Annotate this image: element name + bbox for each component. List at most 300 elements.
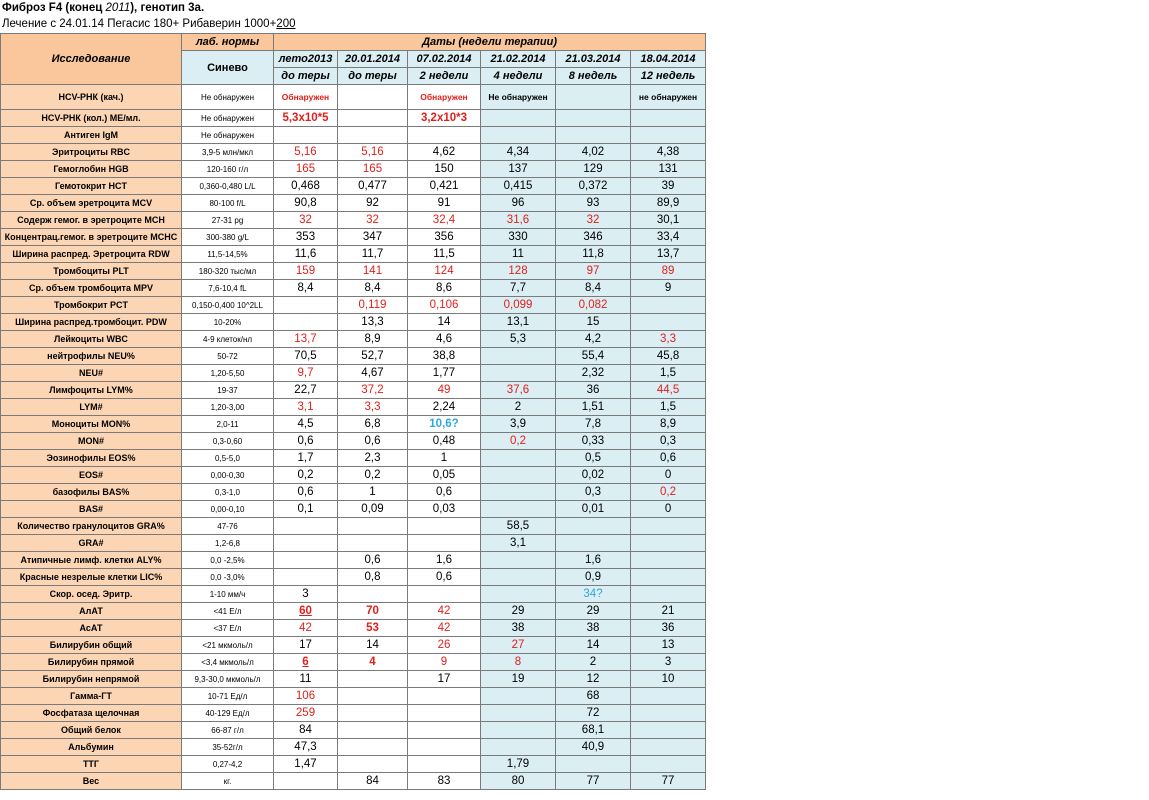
norm-value: 0,3-0,60 bbox=[182, 433, 274, 450]
table-row bbox=[1, 671, 706, 688]
result-cell: 22,7 bbox=[274, 382, 338, 399]
result-cell: 27 bbox=[481, 637, 556, 654]
result-cell: 32,4 bbox=[408, 212, 481, 229]
result-cell: 1,6 bbox=[556, 552, 631, 569]
result-cell: 4,34 bbox=[481, 144, 556, 161]
norm-value: 3,9-5 млн/мкл bbox=[182, 144, 274, 161]
header-week: 8 недель bbox=[556, 68, 631, 85]
header-date: 07.02.2014 bbox=[408, 51, 481, 68]
result-cell bbox=[408, 739, 481, 756]
result-cell: 5,3х10*5 bbox=[274, 110, 338, 127]
result-cell: 0,2 bbox=[481, 433, 556, 450]
norm-value: 7,6-10,4 fL bbox=[182, 280, 274, 297]
result-cell: 91 bbox=[408, 195, 481, 212]
test-name: Фосфатаза щелочная bbox=[1, 705, 182, 722]
test-name: Антиген IgM bbox=[1, 127, 182, 144]
test-name: Красные незрелые клетки LIC% bbox=[1, 569, 182, 586]
result-cell: 0,3 bbox=[631, 433, 706, 450]
result-cell bbox=[556, 518, 631, 535]
header-week: до теры bbox=[338, 68, 408, 85]
result-cell bbox=[556, 127, 631, 144]
table-row bbox=[1, 263, 706, 280]
table-row bbox=[1, 620, 706, 637]
result-cell bbox=[631, 552, 706, 569]
result-cell: 12 bbox=[556, 671, 631, 688]
result-cell: 1 bbox=[338, 484, 408, 501]
result-cell: 55,4 bbox=[556, 348, 631, 365]
table-row bbox=[1, 739, 706, 756]
result-cell: 1,47 bbox=[274, 756, 338, 773]
result-cell: 4 bbox=[338, 654, 408, 671]
result-cell bbox=[556, 110, 631, 127]
norm-value: 27-31 pg bbox=[182, 212, 274, 229]
result-cell: 346 bbox=[556, 229, 631, 246]
result-cell: 11 bbox=[481, 246, 556, 263]
test-name: MON# bbox=[1, 433, 182, 450]
header-week: до теры bbox=[274, 68, 338, 85]
result-cell bbox=[481, 739, 556, 756]
norm-value: 0,27-4,2 bbox=[182, 756, 274, 773]
result-cell: 0,372 bbox=[556, 178, 631, 195]
norm-value: <37 Е/л bbox=[182, 620, 274, 637]
table-row bbox=[1, 229, 706, 246]
result-cell: 84 bbox=[338, 773, 408, 790]
norm-value: 47-76 bbox=[182, 518, 274, 535]
result-cell: 259 bbox=[274, 705, 338, 722]
norm-value: <21 мкмоль/л bbox=[182, 637, 274, 654]
result-cell: 31,6 bbox=[481, 212, 556, 229]
header-norms: лаб. нормы bbox=[182, 34, 274, 51]
norm-value: 9,3-30,0 мкмоль/л bbox=[182, 671, 274, 688]
norm-value: 1,20-3,00 bbox=[182, 399, 274, 416]
result-cell: 11,6 bbox=[274, 246, 338, 263]
result-cell: 5,16 bbox=[274, 144, 338, 161]
norm-value: 50-72 bbox=[182, 348, 274, 365]
test-name: нейтрофилы NEU% bbox=[1, 348, 182, 365]
result-cell: 44,5 bbox=[631, 382, 706, 399]
norm-value: 0,150-0,400 10^2LL bbox=[182, 297, 274, 314]
result-cell: 8,6 bbox=[408, 280, 481, 297]
result-cell: 1,7 bbox=[274, 450, 338, 467]
table-row bbox=[1, 637, 706, 654]
result-cell bbox=[338, 85, 408, 110]
test-name: Количество гранулоцитов GRA% bbox=[1, 518, 182, 535]
result-cell: 13,3 bbox=[338, 314, 408, 331]
norm-value: 0,00-0,10 bbox=[182, 501, 274, 518]
norm-value: 1,2-6,8 bbox=[182, 535, 274, 552]
test-name: EOS# bbox=[1, 467, 182, 484]
header-week: 12 недель bbox=[631, 68, 706, 85]
norm-value: 80-100 f/L bbox=[182, 195, 274, 212]
test-name: Тромбокрит PCT bbox=[1, 297, 182, 314]
result-cell: 2,3 bbox=[338, 450, 408, 467]
test-name: Эритроциты RBC bbox=[1, 144, 182, 161]
result-cell bbox=[631, 518, 706, 535]
norm-value: кг. bbox=[182, 773, 274, 790]
test-name: Ширина распред. Эретроцита RDW bbox=[1, 246, 182, 263]
header-study: Исследование bbox=[1, 34, 182, 85]
result-cell: 72 bbox=[556, 705, 631, 722]
result-cell bbox=[408, 705, 481, 722]
result-cell: 3,9 bbox=[481, 416, 556, 433]
result-cell bbox=[338, 535, 408, 552]
result-cell: 6,8 bbox=[338, 416, 408, 433]
norm-value: <3,4 мкмоль/л bbox=[182, 654, 274, 671]
test-name: HCV-РНК (кач.) bbox=[1, 85, 182, 110]
result-cell bbox=[631, 705, 706, 722]
result-cell: 1,5 bbox=[631, 365, 706, 382]
table-row bbox=[1, 178, 706, 195]
result-cell: 29 bbox=[556, 603, 631, 620]
result-cell bbox=[631, 688, 706, 705]
header-norms-lab: Синево bbox=[182, 51, 274, 85]
result-cell: 0,6 bbox=[338, 433, 408, 450]
norm-value: 0,5-5,0 bbox=[182, 450, 274, 467]
test-name: Эозинофилы EOS% bbox=[1, 450, 182, 467]
result-cell bbox=[338, 705, 408, 722]
result-cell: 8,9 bbox=[338, 331, 408, 348]
result-cell: 45,8 bbox=[631, 348, 706, 365]
table-row bbox=[1, 518, 706, 535]
header-dates: Даты (недели терапии) bbox=[274, 34, 706, 51]
result-cell: 0,8 bbox=[338, 569, 408, 586]
result-cell bbox=[481, 450, 556, 467]
result-cell: 4,38 bbox=[631, 144, 706, 161]
test-name: Лимфоциты LYM% bbox=[1, 382, 182, 399]
result-cell bbox=[274, 773, 338, 790]
result-cell: 40,9 bbox=[556, 739, 631, 756]
result-cell bbox=[631, 535, 706, 552]
result-cell: 4,2 bbox=[556, 331, 631, 348]
result-cell bbox=[556, 756, 631, 773]
table-row bbox=[1, 314, 706, 331]
table-row bbox=[1, 382, 706, 399]
norm-value: 0,360-0,480 L/L bbox=[182, 178, 274, 195]
result-cell: 3,1 bbox=[481, 535, 556, 552]
table-row bbox=[1, 144, 706, 161]
result-cell bbox=[338, 722, 408, 739]
table-row bbox=[1, 654, 706, 671]
header-date: 21.03.2014 bbox=[556, 51, 631, 68]
table-row bbox=[1, 501, 706, 518]
result-cell: 2,24 bbox=[408, 399, 481, 416]
test-name: NEU# bbox=[1, 365, 182, 382]
result-cell: 0,6 bbox=[408, 569, 481, 586]
result-cell bbox=[481, 365, 556, 382]
result-cell bbox=[338, 756, 408, 773]
result-cell: 0,6 bbox=[274, 433, 338, 450]
norm-value: Не обнаружен bbox=[182, 85, 274, 110]
table-row bbox=[1, 773, 706, 790]
result-cell: 42 bbox=[408, 603, 481, 620]
result-cell: 26 bbox=[408, 637, 481, 654]
result-cell bbox=[481, 569, 556, 586]
result-cell: 17 bbox=[408, 671, 481, 688]
result-cell: 5,16 bbox=[338, 144, 408, 161]
result-cell: 0,106 bbox=[408, 297, 481, 314]
table-row bbox=[1, 756, 706, 773]
result-cell bbox=[408, 535, 481, 552]
result-cell: 2,32 bbox=[556, 365, 631, 382]
result-cell: 0,6 bbox=[338, 552, 408, 569]
result-cell: 15 bbox=[556, 314, 631, 331]
result-cell bbox=[481, 688, 556, 705]
result-cell: 9 bbox=[631, 280, 706, 297]
norm-value: 66-87 г/л bbox=[182, 722, 274, 739]
result-cell bbox=[338, 688, 408, 705]
norm-value: 1,20-5,50 bbox=[182, 365, 274, 382]
norm-value: 19-37 bbox=[182, 382, 274, 399]
result-cell: 0,6 bbox=[631, 450, 706, 467]
result-cell: 0,477 bbox=[338, 178, 408, 195]
result-cell: 131 bbox=[631, 161, 706, 178]
test-name: GRA# bbox=[1, 535, 182, 552]
result-cell bbox=[408, 518, 481, 535]
result-cell: 29 bbox=[481, 603, 556, 620]
test-name: Билирубин общий bbox=[1, 637, 182, 654]
table-row bbox=[1, 705, 706, 722]
table-row bbox=[1, 110, 706, 127]
result-cell bbox=[274, 297, 338, 314]
test-name: Содерж гемог. в эретроците MCH bbox=[1, 212, 182, 229]
test-name: Ср. объем тромбоцита MPV bbox=[1, 280, 182, 297]
result-cell: 60 bbox=[274, 603, 338, 620]
result-cell: 14 bbox=[338, 637, 408, 654]
result-cell bbox=[274, 518, 338, 535]
result-cell: Не обнаружен bbox=[481, 85, 556, 110]
lab-results-table bbox=[0, 33, 706, 790]
result-cell: 1 bbox=[408, 450, 481, 467]
result-cell bbox=[274, 535, 338, 552]
result-cell bbox=[631, 297, 706, 314]
result-cell bbox=[481, 127, 556, 144]
result-cell: 0,2 bbox=[631, 484, 706, 501]
table-row bbox=[1, 688, 706, 705]
test-name: Гамма-ГТ bbox=[1, 688, 182, 705]
result-cell: 17 bbox=[274, 637, 338, 654]
result-cell: 3 bbox=[631, 654, 706, 671]
result-cell: Обнаружен bbox=[408, 85, 481, 110]
result-cell: 80 bbox=[481, 773, 556, 790]
result-cell: 0,9 bbox=[556, 569, 631, 586]
result-cell: 13,1 bbox=[481, 314, 556, 331]
result-cell: 0,6 bbox=[274, 484, 338, 501]
result-cell: 8,4 bbox=[556, 280, 631, 297]
table-row bbox=[1, 586, 706, 603]
result-cell: 0,05 bbox=[408, 467, 481, 484]
norm-value: 120-160 г/л bbox=[182, 161, 274, 178]
result-cell: не обнаружен bbox=[631, 85, 706, 110]
table-row bbox=[1, 722, 706, 739]
result-cell: 32 bbox=[338, 212, 408, 229]
test-name: Альбумин bbox=[1, 739, 182, 756]
result-cell: 58,5 bbox=[481, 518, 556, 535]
result-cell bbox=[338, 739, 408, 756]
result-cell: 2 bbox=[481, 399, 556, 416]
result-cell: 4,02 bbox=[556, 144, 631, 161]
result-cell: 8 bbox=[481, 654, 556, 671]
result-cell: 165 bbox=[274, 161, 338, 178]
result-cell bbox=[481, 484, 556, 501]
header-date: лето2013 bbox=[274, 51, 338, 68]
test-name: HCV-РНК (кол.) МЕ/мл. bbox=[1, 110, 182, 127]
result-cell: 0,415 bbox=[481, 178, 556, 195]
result-cell bbox=[481, 348, 556, 365]
table-row bbox=[1, 161, 706, 178]
result-cell: 89,9 bbox=[631, 195, 706, 212]
table-row bbox=[1, 467, 706, 484]
result-cell bbox=[481, 110, 556, 127]
table-row bbox=[1, 365, 706, 382]
result-cell: 96 bbox=[481, 195, 556, 212]
result-cell: 0,2 bbox=[274, 467, 338, 484]
result-cell: 9 bbox=[408, 654, 481, 671]
result-cell: 68,1 bbox=[556, 722, 631, 739]
result-cell bbox=[338, 518, 408, 535]
result-cell bbox=[631, 314, 706, 331]
table-row bbox=[1, 450, 706, 467]
test-name: Билирубин непрямой bbox=[1, 671, 182, 688]
test-name: Билирубин прямой bbox=[1, 654, 182, 671]
result-cell: 8,4 bbox=[274, 280, 338, 297]
result-cell: 83 bbox=[408, 773, 481, 790]
result-cell bbox=[274, 127, 338, 144]
norm-value: 2,0-11 bbox=[182, 416, 274, 433]
result-cell: 47,3 bbox=[274, 739, 338, 756]
norm-value: 0,3-1,0 bbox=[182, 484, 274, 501]
header-week: 4 недели bbox=[481, 68, 556, 85]
result-cell: 70,5 bbox=[274, 348, 338, 365]
test-name: Ширина распред.тромбоцит. PDW bbox=[1, 314, 182, 331]
header-date: 20.01.2014 bbox=[338, 51, 408, 68]
result-cell: 21 bbox=[631, 603, 706, 620]
result-cell: 92 bbox=[338, 195, 408, 212]
test-name: Атипичные лимф. клетки ALY% bbox=[1, 552, 182, 569]
test-name: Моноциты MON% bbox=[1, 416, 182, 433]
result-cell: 1,6 bbox=[408, 552, 481, 569]
result-cell: 70 bbox=[338, 603, 408, 620]
norm-value: 300-380 g/L bbox=[182, 229, 274, 246]
test-name: базофилы BAS% bbox=[1, 484, 182, 501]
norm-value: Не обнаружен bbox=[182, 127, 274, 144]
result-cell: 4,6 bbox=[408, 331, 481, 348]
norm-value: 1-10 мм/ч bbox=[182, 586, 274, 603]
test-name: Общий белок bbox=[1, 722, 182, 739]
result-cell bbox=[481, 722, 556, 739]
result-cell: 38 bbox=[556, 620, 631, 637]
table-row bbox=[1, 433, 706, 450]
result-cell: 10,6? bbox=[408, 416, 481, 433]
result-cell: 356 bbox=[408, 229, 481, 246]
result-cell bbox=[408, 586, 481, 603]
result-cell: 32 bbox=[556, 212, 631, 229]
result-cell bbox=[556, 535, 631, 552]
norm-value: 35-52г/л bbox=[182, 739, 274, 756]
result-cell: 150 bbox=[408, 161, 481, 178]
result-cell: 124 bbox=[408, 263, 481, 280]
result-cell: 49 bbox=[408, 382, 481, 399]
test-name: LYM# bbox=[1, 399, 182, 416]
table-row bbox=[1, 535, 706, 552]
result-cell bbox=[631, 127, 706, 144]
norm-value: 10-20% bbox=[182, 314, 274, 331]
result-cell: 11 bbox=[274, 671, 338, 688]
norm-value: Не обнаружен bbox=[182, 110, 274, 127]
result-cell: 42 bbox=[408, 620, 481, 637]
result-cell bbox=[408, 722, 481, 739]
result-cell: 13,7 bbox=[631, 246, 706, 263]
test-name: Лейкоциты WBC bbox=[1, 331, 182, 348]
result-cell: 3,3 bbox=[631, 331, 706, 348]
result-cell: 13 bbox=[631, 637, 706, 654]
result-cell: 42 bbox=[274, 620, 338, 637]
table-row bbox=[1, 484, 706, 501]
test-name: ТТГ bbox=[1, 756, 182, 773]
result-cell: 14 bbox=[556, 637, 631, 654]
result-cell: 129 bbox=[556, 161, 631, 178]
test-name: Гемотокрит HCT bbox=[1, 178, 182, 195]
result-cell bbox=[631, 739, 706, 756]
result-cell: 4,67 bbox=[338, 365, 408, 382]
result-cell: 11,5 bbox=[408, 246, 481, 263]
result-cell bbox=[274, 552, 338, 569]
result-cell: 137 bbox=[481, 161, 556, 178]
result-cell: 97 bbox=[556, 263, 631, 280]
table-row bbox=[1, 416, 706, 433]
table-row bbox=[1, 331, 706, 348]
result-cell: 1,5 bbox=[631, 399, 706, 416]
result-cell bbox=[481, 705, 556, 722]
norm-value: 0,00-0,30 bbox=[182, 467, 274, 484]
result-cell bbox=[338, 110, 408, 127]
result-cell: 3 bbox=[274, 586, 338, 603]
result-cell bbox=[338, 586, 408, 603]
result-cell: 0,48 bbox=[408, 433, 481, 450]
result-cell: 39 bbox=[631, 178, 706, 195]
result-cell: 34? bbox=[556, 586, 631, 603]
result-cell: 0,1 bbox=[274, 501, 338, 518]
result-cell bbox=[631, 110, 706, 127]
test-name: АсАТ bbox=[1, 620, 182, 637]
norm-value: 10-71 Ед/л bbox=[182, 688, 274, 705]
table-row bbox=[1, 297, 706, 314]
result-cell: 37,2 bbox=[338, 382, 408, 399]
result-cell: 10 bbox=[631, 671, 706, 688]
result-cell: 36 bbox=[631, 620, 706, 637]
test-name: АлАТ bbox=[1, 603, 182, 620]
result-cell: 90,8 bbox=[274, 195, 338, 212]
result-cell: 0,01 bbox=[556, 501, 631, 518]
norm-value: <41 Е/л bbox=[182, 603, 274, 620]
table-row bbox=[1, 603, 706, 620]
result-cell: 330 bbox=[481, 229, 556, 246]
result-cell: 3,2х10*3 bbox=[408, 110, 481, 127]
result-cell: 1,79 bbox=[481, 756, 556, 773]
result-cell: 38,8 bbox=[408, 348, 481, 365]
result-cell: 68 bbox=[556, 688, 631, 705]
test-name: Ср. объем эретроцита MCV bbox=[1, 195, 182, 212]
result-cell: 89 bbox=[631, 263, 706, 280]
result-cell bbox=[481, 501, 556, 518]
test-name: Тромбоциты PLT bbox=[1, 263, 182, 280]
result-cell: 1,51 bbox=[556, 399, 631, 416]
result-cell: 33,4 bbox=[631, 229, 706, 246]
result-cell: 347 bbox=[338, 229, 408, 246]
result-cell: 0 bbox=[631, 467, 706, 484]
norm-value: 40-129 Ед/л bbox=[182, 705, 274, 722]
result-cell bbox=[556, 85, 631, 110]
table-row bbox=[1, 280, 706, 297]
